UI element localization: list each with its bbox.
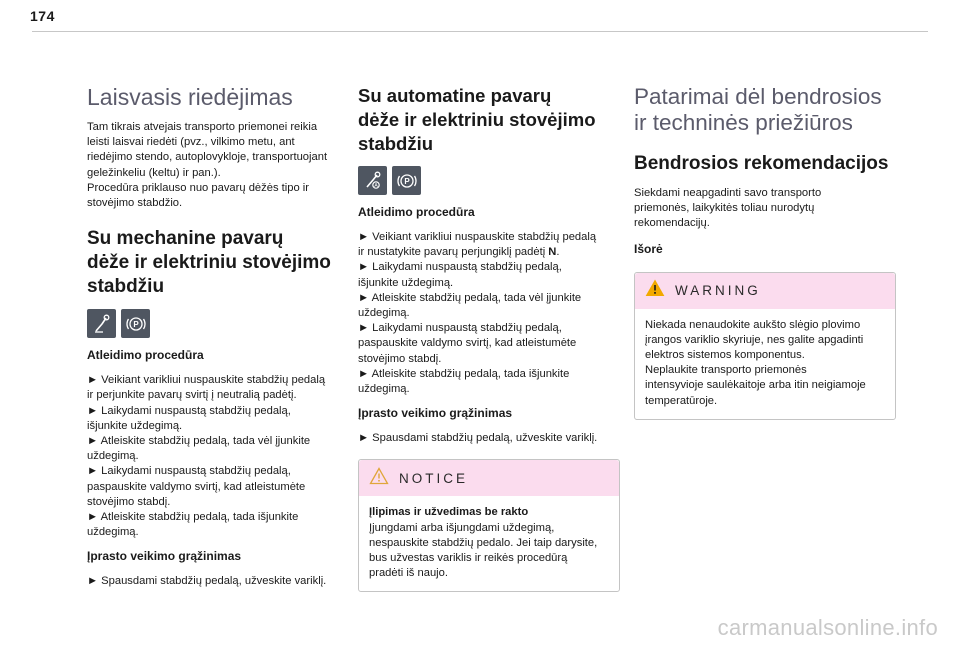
warning-box bbox=[634, 272, 896, 420]
text-line: leisti laisvai riedėti (pvz., vilkimo metu, ant bbox=[87, 136, 295, 149]
text-line: uždegimą. bbox=[87, 526, 139, 539]
notice-box bbox=[358, 459, 620, 592]
text-line: Tam tikrais atvejais transporto priemonei reikia bbox=[87, 121, 318, 133]
text-line: paspauskite valdymo svirtį, kad atleistumėte bbox=[87, 480, 306, 493]
warning-triangle-icon bbox=[645, 279, 665, 302]
notice-bold-line: Įlipimas ir užvedimas be rakto bbox=[369, 506, 529, 519]
text-line: Įjungdami arba išjungdami uždegimą, bbox=[369, 521, 555, 534]
text-line: išjunkite uždegimą. bbox=[358, 276, 454, 289]
text-line: geležinkeliu (keltu) ir pan.). bbox=[87, 166, 221, 179]
return-steps bbox=[87, 574, 349, 589]
column-1 bbox=[87, 80, 349, 590]
return-normal-title: Įprasto veikimo grąžinimas bbox=[87, 549, 242, 564]
text-line bbox=[358, 245, 620, 260]
text-line: elektros sistemos komponentus. bbox=[645, 349, 805, 362]
text-line: temperatūroje. bbox=[645, 394, 718, 407]
text-line: uždegimą. bbox=[358, 383, 410, 396]
text-line: paspauskite valdymo svirtį, kad atleistumėte bbox=[358, 337, 577, 350]
text-line: ► Veikiant varikliui nuspauskite stabdžių pedalą bbox=[358, 231, 597, 243]
column-3 bbox=[634, 80, 896, 420]
text-line: ► Spausdami stabdžių pedalą, užveskite variklį. bbox=[358, 432, 598, 445]
section-title-maintenance bbox=[634, 84, 896, 136]
text-line: Niekada nenaudokite aukšto slėgio plovimo bbox=[645, 318, 861, 331]
icon-row bbox=[358, 166, 620, 195]
heading-general-recommendations: Bendrosios rekomendacijos bbox=[634, 153, 889, 174]
text-line: ► Atleiskite stabdžių pedalą, tada išjunkite bbox=[87, 511, 299, 524]
watermark: carmanualsonline.info bbox=[717, 615, 938, 640]
heading-line: Su automatine pavarų bbox=[358, 85, 552, 106]
notice-title: NOTICE bbox=[399, 470, 469, 486]
text-line: bus užvestas variklis ir reikės procedūrą bbox=[369, 552, 568, 565]
release-steps bbox=[87, 373, 349, 540]
text-line: uždegimą. bbox=[87, 450, 139, 463]
intro-paragraph bbox=[634, 186, 896, 232]
text-line: riedėjimo stendo, autoplovykloje, transportuojant bbox=[87, 151, 328, 164]
warning-title: WARNING bbox=[675, 283, 761, 299]
text-fragment: . bbox=[556, 246, 560, 259]
release-procedure-title: Atleidimo procedūra bbox=[87, 348, 204, 363]
heading-manual-gearbox bbox=[87, 227, 349, 299]
top-divider bbox=[32, 31, 928, 32]
text-line: ► Atleiskite stabdžių pedalą, tada išjunkite bbox=[358, 367, 570, 380]
text-line: ► Laikydami nuspaustą stabdžių pedalą, bbox=[87, 404, 291, 417]
text-fragment: ir nustatykite pavarų perjungiklį padėtį bbox=[358, 246, 549, 259]
text-line: ► Laikydami nuspaustą stabdžių pedalą, bbox=[358, 261, 562, 274]
svg-text:P: P bbox=[132, 319, 139, 329]
text-line: Neplaukite transporto priemonės bbox=[645, 364, 807, 377]
svg-text:A: A bbox=[373, 182, 378, 189]
parking-brake-icon bbox=[392, 166, 421, 195]
text-line: ► Spausdami stabdžių pedalą, užveskite variklį. bbox=[87, 575, 327, 588]
text-line: ► Laikydami nuspaustą stabdžių pedalą, bbox=[358, 322, 562, 335]
release-procedure-title: Atleidimo procedūra bbox=[358, 205, 475, 219]
release-steps bbox=[358, 230, 620, 397]
text-line: ir perjunkite pavarų svirtį į neutralią padėtį. bbox=[87, 389, 297, 402]
text-line: ► Atleiskite stabdžių pedalą, tada vėl įjunkite bbox=[358, 291, 582, 304]
text-line: Siekdami neapgadinti savo transporto bbox=[634, 187, 822, 199]
gear-letter: N bbox=[548, 246, 557, 259]
heading-line: stabdžiu bbox=[358, 133, 434, 154]
heading-automatic-gearbox bbox=[358, 84, 620, 156]
heading-line: ir techninės priežiūros bbox=[634, 110, 853, 135]
manual-gearbox-icon bbox=[87, 309, 116, 338]
return-steps bbox=[358, 431, 620, 446]
heading-line: stabdžiu bbox=[87, 276, 165, 298]
text-line: uždegimą. bbox=[358, 307, 410, 320]
automatic-gearbox-icon bbox=[358, 166, 387, 195]
return-normal-title: Įprasto veikimo grąžinimas bbox=[358, 406, 513, 421]
text-line: stovėjimo stabdį. bbox=[358, 352, 442, 365]
heading-line: dėže ir elektriniu stovėjimo bbox=[87, 252, 331, 274]
intro-paragraph bbox=[87, 120, 349, 211]
text-line: Procedūra priklauso nuo pavarų dėžės tipo ir bbox=[87, 181, 310, 194]
notice-body bbox=[359, 496, 619, 591]
section-title-free-rolling: Laisvasis riedėjimas bbox=[87, 84, 293, 110]
text-line: išjunkite uždegimą. bbox=[87, 419, 183, 432]
text-line: nespauskite stabdžių pedalo. Jei taip darysite, bbox=[369, 536, 598, 549]
text-line: intensyvioje saulėkaitoje arba itin neigiamoje bbox=[645, 379, 866, 392]
notice-triangle-icon bbox=[369, 467, 389, 490]
heading-line: dėže ir elektriniu stovėjimo bbox=[358, 109, 596, 130]
text-line: ► Laikydami nuspaustą stabdžių pedalą, bbox=[87, 465, 291, 478]
text-line: pradėti iš naujo. bbox=[369, 567, 448, 580]
subheading-exterior: Išorė bbox=[634, 241, 663, 256]
heading-line: Su mechanine pavarų bbox=[87, 228, 284, 250]
page-number: 174 bbox=[30, 8, 55, 24]
notice-header bbox=[359, 460, 619, 496]
warning-body bbox=[635, 309, 895, 419]
text-line: priemonės, laikykitės toliau nurodytų bbox=[634, 202, 815, 215]
text-line: ► Atleiskite stabdžių pedalą, tada vėl įjunkite bbox=[87, 435, 311, 448]
text-line: ► Veikiant varikliui nuspauskite stabdžių pedalą bbox=[87, 374, 326, 387]
svg-text:P: P bbox=[403, 176, 410, 186]
parking-brake-icon bbox=[121, 309, 150, 338]
text-line: rekomendacijų. bbox=[634, 217, 710, 230]
heading-line: Patarimai dėl bendrosios bbox=[634, 84, 882, 109]
warning-header bbox=[635, 273, 895, 309]
text-line: įrangos variklio skyriuje, nes galite apgadinti bbox=[645, 333, 864, 346]
icon-row bbox=[87, 309, 349, 338]
text-line: stovėjimo stabdį. bbox=[87, 495, 171, 508]
column-2 bbox=[358, 80, 620, 592]
text-line: stovėjimo stabdžio. bbox=[87, 197, 183, 210]
